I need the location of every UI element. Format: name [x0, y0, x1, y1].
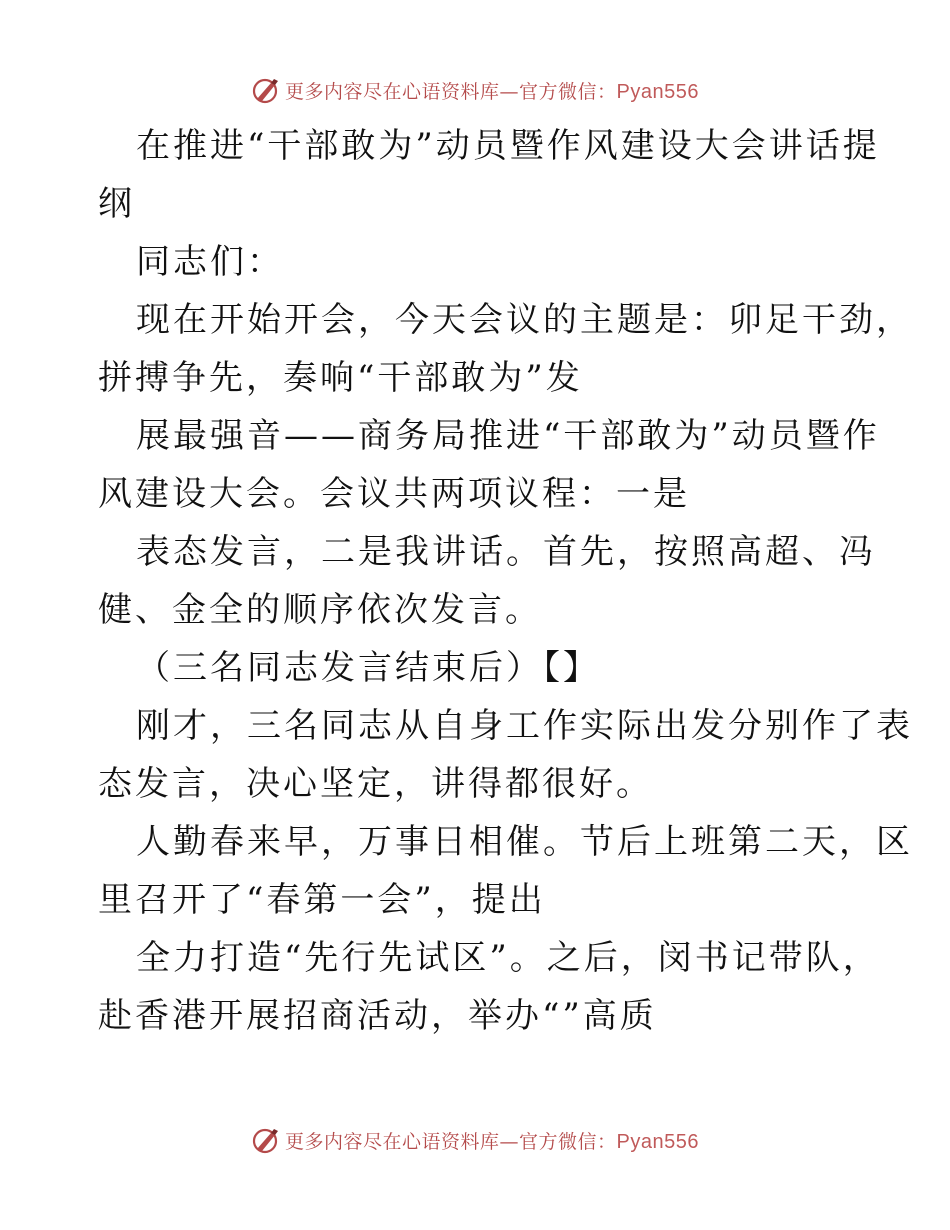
text-line: 展最强音——商务局推进“干部敢为”动员暨作 [136, 416, 880, 456]
header-banner [0, 70, 950, 110]
document-body [98, 117, 913, 1045]
text-line: 赴香港开展招商活动，举办“”高质 [98, 996, 657, 1036]
text-line: 健、金全的顺序依次发言。 [98, 590, 542, 630]
footer-wechat-label: 官方微信： [519, 1130, 617, 1153]
text-line: 里召开了“春第一会”，提出 [98, 880, 546, 920]
footer-separator: — [499, 1130, 520, 1153]
text-line: 在推进“干部敢为”动员暨作风建设大会讲话提 [136, 126, 880, 166]
text-line: （三名同志发言结束后）【】 [136, 648, 600, 688]
text-line: 拼搏争先，奏响“干部敢为”发 [98, 358, 583, 398]
pen-circle-icon [251, 75, 281, 105]
footer-brand: 更多内容尽在心语资料库 [285, 1130, 500, 1153]
header-wechat-label: 官方微信： [519, 80, 617, 103]
text-line: 表态发言，二是我讲话。首先，按照高超、冯 [136, 532, 876, 572]
text-line: 人勤春来早，万事日相催。节后上班第二天，区 [136, 822, 913, 862]
text-line: 风建设大会。会议共两项议程：一是 [98, 474, 690, 514]
header-separator: — [499, 80, 520, 103]
text-line: 态发言，决心坚定，讲得都很好。 [98, 764, 653, 804]
header-brand: 更多内容尽在心语资料库 [285, 80, 500, 103]
footer-brand-text [285, 1127, 699, 1154]
text-line: 全力打造“先行先试区”。之后，闵书记带队， [136, 938, 880, 978]
text-line: 现在开始开会，今天会议的主题是：卯足干劲， [136, 300, 913, 340]
footer-banner [0, 1120, 950, 1160]
header-wechat-id: Pyan556 [616, 80, 699, 103]
text-line: 同志们： [136, 242, 284, 282]
header-brand-text [285, 77, 699, 104]
pen-circle-icon [251, 1125, 281, 1155]
footer-wechat-id: Pyan556 [616, 1130, 699, 1153]
text-line: 纲 [98, 184, 135, 224]
text-line: 刚才，三名同志从自身工作实际出发分别作了表 [136, 706, 913, 746]
